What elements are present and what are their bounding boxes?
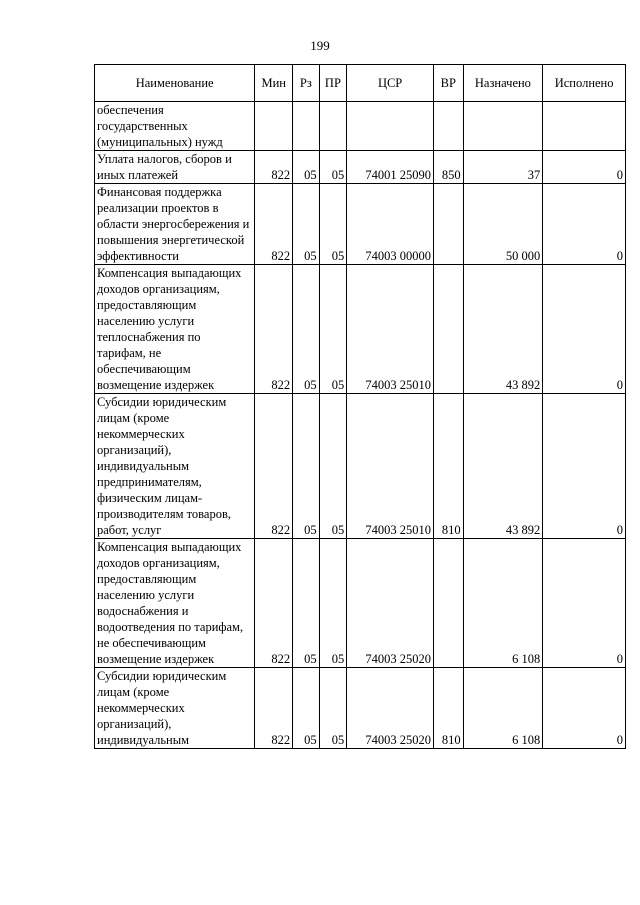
cell-vr: 810 bbox=[434, 668, 464, 749]
cell-name: Уплата налогов, сборов и иных платежей bbox=[95, 151, 255, 184]
col-header-name: Наименование bbox=[95, 65, 255, 102]
cell-vr: 810 bbox=[434, 394, 464, 539]
cell-name: обеспечения государственных (муниципальных) нужд bbox=[95, 102, 255, 151]
cell-rz: 05 bbox=[293, 265, 320, 394]
cell-name: Компенсация выпадающих доходов организациям, предоставляющим населению услуги водоснабжения и водоотведения по тарифам, не обеспечивающим возмещение издержек bbox=[95, 539, 255, 668]
cell-assigned: 43 892 bbox=[463, 394, 543, 539]
cell-vr bbox=[434, 265, 464, 394]
cell-name: Финансовая поддержка реализации проектов в области энергосбережения и повышения энергетической эффективности bbox=[95, 184, 255, 265]
cell-vr bbox=[434, 102, 464, 151]
cell-pr: 05 bbox=[319, 394, 347, 539]
cell-assigned: 6 108 bbox=[463, 539, 543, 668]
cell-min: 822 bbox=[255, 265, 293, 394]
cell-vr bbox=[434, 539, 464, 668]
table-row bbox=[95, 539, 626, 668]
cell-executed bbox=[543, 102, 626, 151]
cell-executed: 0 bbox=[543, 668, 626, 749]
col-header-min: Мин bbox=[255, 65, 293, 102]
cell-min: 822 bbox=[255, 668, 293, 749]
budget-table bbox=[94, 64, 626, 749]
cell-pr: 05 bbox=[319, 539, 347, 668]
table-row bbox=[95, 394, 626, 539]
cell-rz: 05 bbox=[293, 668, 320, 749]
cell-executed: 0 bbox=[543, 151, 626, 184]
cell-executed: 0 bbox=[543, 184, 626, 265]
col-header-executed: Исполнено bbox=[543, 65, 626, 102]
cell-pr: 05 bbox=[319, 265, 347, 394]
cell-csr bbox=[347, 102, 434, 151]
cell-min: 822 bbox=[255, 184, 293, 265]
cell-name: Субсидии юридическим лицам (кроме некоммерческих организаций), индивидуальным предпринимателям, физическим лицам-производителям товаров, работ, услуг bbox=[95, 394, 255, 539]
cell-executed: 0 bbox=[543, 265, 626, 394]
cell-min bbox=[255, 102, 293, 151]
cell-rz: 05 bbox=[293, 394, 320, 539]
cell-assigned: 6 108 bbox=[463, 668, 543, 749]
cell-assigned: 43 892 bbox=[463, 265, 543, 394]
table-row bbox=[95, 668, 626, 749]
col-header-vr: ВР bbox=[434, 65, 464, 102]
cell-vr: 850 bbox=[434, 151, 464, 184]
table-header-row bbox=[95, 65, 626, 102]
cell-pr: 05 bbox=[319, 184, 347, 265]
cell-csr: 74003 00000 bbox=[347, 184, 434, 265]
cell-executed: 0 bbox=[543, 394, 626, 539]
cell-min: 822 bbox=[255, 539, 293, 668]
cell-csr: 74001 25090 bbox=[347, 151, 434, 184]
col-header-pr: ПР bbox=[319, 65, 347, 102]
table-row bbox=[95, 184, 626, 265]
cell-csr: 74003 25020 bbox=[347, 668, 434, 749]
cell-rz: 05 bbox=[293, 539, 320, 668]
cell-min: 822 bbox=[255, 394, 293, 539]
cell-name: Субсидии юридическим лицам (кроме некоммерческих организаций), индивидуальным bbox=[95, 668, 255, 749]
cell-csr: 74003 25010 bbox=[347, 265, 434, 394]
cell-pr: 05 bbox=[319, 151, 347, 184]
cell-vr bbox=[434, 184, 464, 265]
cell-executed: 0 bbox=[543, 539, 626, 668]
cell-csr: 74003 25020 bbox=[347, 539, 434, 668]
cell-assigned: 37 bbox=[463, 151, 543, 184]
cell-min: 822 bbox=[255, 151, 293, 184]
cell-rz: 05 bbox=[293, 184, 320, 265]
col-header-rz: Рз bbox=[293, 65, 320, 102]
cell-pr: 05 bbox=[319, 668, 347, 749]
table-row bbox=[95, 102, 626, 151]
col-header-csr: ЦСР bbox=[347, 65, 434, 102]
cell-rz: 05 bbox=[293, 151, 320, 184]
cell-rz bbox=[293, 102, 320, 151]
table-row bbox=[95, 151, 626, 184]
cell-csr: 74003 25010 bbox=[347, 394, 434, 539]
cell-assigned bbox=[463, 102, 543, 151]
cell-assigned: 50 000 bbox=[463, 184, 543, 265]
col-header-assigned: Назначено bbox=[463, 65, 543, 102]
page-number: 199 bbox=[310, 38, 330, 53]
cell-name: Компенсация выпадающих доходов организациям, предоставляющим населению услуги теплоснабжения по тарифам, не обеспечивающим возмещение издержек bbox=[95, 265, 255, 394]
table-row bbox=[95, 265, 626, 394]
cell-pr bbox=[319, 102, 347, 151]
